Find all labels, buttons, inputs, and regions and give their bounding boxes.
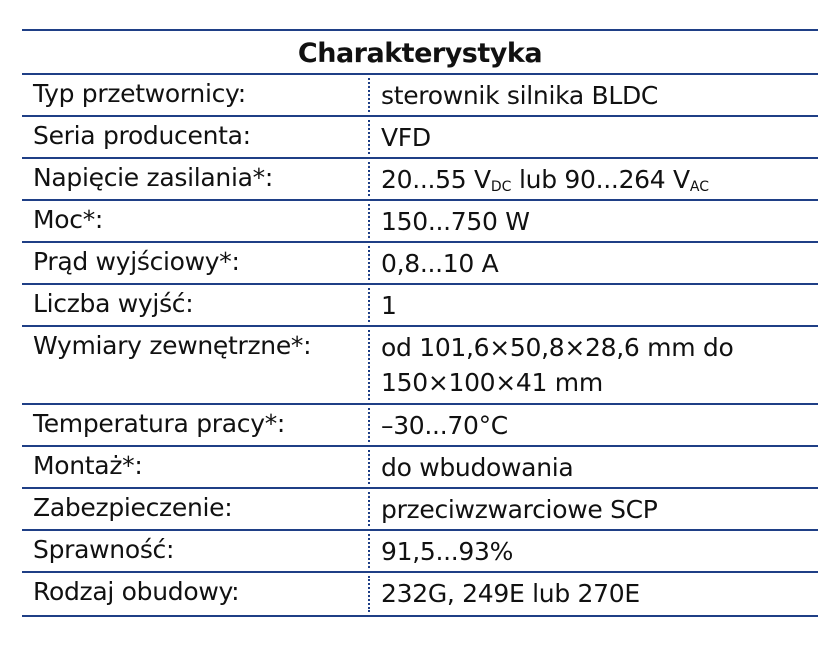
row-label: Seria producenta: [33,121,251,150]
voltage-ac-subscript: AC [689,179,709,195]
row-value [368,330,818,400]
row-value: 0,8...10 A [368,246,818,280]
row-value [368,162,818,196]
row-value: VFD [368,120,818,154]
spec-table [22,29,818,617]
table-header [22,31,818,75]
voltage-dc-range: 20...55 V [381,165,491,194]
row-label: Typ przetwornicy: [33,79,246,108]
table-row [22,243,818,285]
row-label: Prąd wyjściowy*: [33,247,240,276]
table-row [22,117,818,159]
row-value: –30...70°C [368,408,818,442]
dimensions-line-1: od 101,6×50,8×28,6 mm do [381,333,734,362]
row-label: Liczba wyjść: [33,289,194,318]
row-value: 150...750 W [368,204,818,238]
row-value: 91,5...93% [368,534,818,568]
row-label: Moc*: [33,205,104,234]
voltage-ac-range: lub 90...264 V [511,165,690,194]
row-value: 232G, 249E lub 270E [368,576,818,612]
table-row [22,489,818,531]
row-label: Napięcie zasilania*: [33,163,273,192]
row-label: Montaż*: [33,451,143,480]
voltage-dc-subscript: DC [490,179,512,195]
row-value: sterownik silnika BLDC [368,78,818,112]
row-value: do wbudowania [368,450,818,484]
row-label: Rodzaj obudowy: [33,577,240,606]
dimensions-line-2: 150×100×41 mm [381,368,603,397]
row-value: 1 [368,288,818,322]
row-label: Sprawność: [33,535,175,564]
table-row [22,531,818,573]
table-row [22,573,818,615]
row-label: Wymiary zewnętrzne*: [33,331,312,360]
table-row [22,201,818,243]
table-title: Charakterystyka [297,37,543,69]
row-label: Temperatura pracy*: [33,409,286,438]
table-row [22,159,818,201]
row-label: Zabezpieczenie: [33,493,233,522]
table-row [22,327,818,405]
row-value: przeciwzwarciowe SCP [368,492,818,526]
table-row [22,447,818,489]
table-row [22,285,818,327]
table-row [22,405,818,447]
table-row [22,75,818,117]
